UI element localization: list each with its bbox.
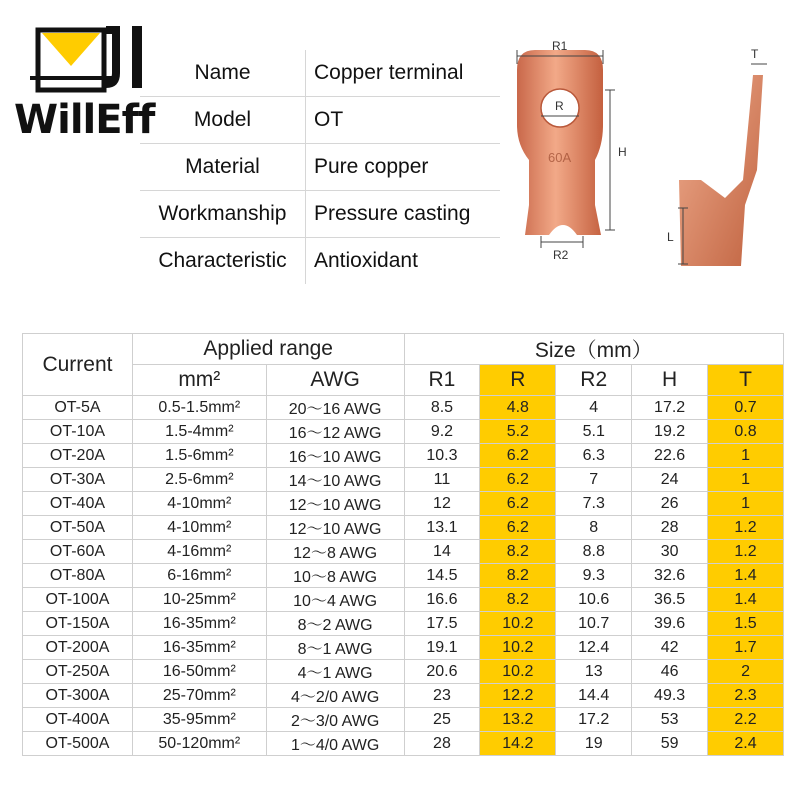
header-r: R bbox=[480, 365, 556, 396]
table-row bbox=[23, 660, 784, 684]
spec-value: Copper terminal bbox=[314, 61, 464, 84]
cell-r2: 6.3 bbox=[556, 444, 632, 468]
cell-current: OT-250A bbox=[23, 660, 133, 684]
cell-r1: 16.6 bbox=[404, 588, 480, 612]
spec-label: Workmanship bbox=[140, 191, 306, 237]
cell-t: 0.8 bbox=[708, 420, 784, 444]
cell-awg: 4～2/0 AWG bbox=[266, 684, 404, 708]
spec-value: Antioxidant bbox=[314, 249, 418, 272]
table-row bbox=[23, 540, 784, 564]
cell-r2: 7.3 bbox=[556, 492, 632, 516]
cell-t: 2.2 bbox=[708, 708, 784, 732]
cell-r2: 9.3 bbox=[556, 564, 632, 588]
cell-r: 14.2 bbox=[480, 732, 556, 756]
cell-mm2: 4-16mm² bbox=[132, 540, 266, 564]
terminal-stamp: 60A bbox=[548, 150, 572, 165]
cell-r1: 14.5 bbox=[404, 564, 480, 588]
cell-current: OT-500A bbox=[23, 732, 133, 756]
cell-t: 2.4 bbox=[708, 732, 784, 756]
dim-t-label: T bbox=[751, 47, 759, 61]
cell-awg: 10～8 AWG bbox=[266, 564, 404, 588]
cell-t: 1.7 bbox=[708, 636, 784, 660]
table-row bbox=[23, 396, 784, 420]
terminal-side-icon bbox=[679, 75, 763, 266]
cell-mm2: 4-10mm² bbox=[132, 492, 266, 516]
cell-h: 59 bbox=[632, 732, 708, 756]
header-r2: R2 bbox=[556, 365, 632, 396]
terminal-front-icon bbox=[517, 50, 603, 235]
cell-current: OT-20A bbox=[23, 444, 133, 468]
cell-awg: 14～10 AWG bbox=[266, 468, 404, 492]
cell-awg: 1～4/0 AWG bbox=[266, 732, 404, 756]
header-current: Current bbox=[23, 334, 133, 396]
cell-r: 10.2 bbox=[480, 612, 556, 636]
cell-h: 39.6 bbox=[632, 612, 708, 636]
cell-awg: 12～10 AWG bbox=[266, 516, 404, 540]
cell-awg: 16～10 AWG bbox=[266, 444, 404, 468]
terminal-diagram bbox=[505, 30, 795, 280]
cell-awg: 8～2 AWG bbox=[266, 612, 404, 636]
cell-current: OT-100A bbox=[23, 588, 133, 612]
cell-h: 28 bbox=[632, 516, 708, 540]
brand-name: WillEff bbox=[14, 97, 155, 143]
cell-t: 1 bbox=[708, 468, 784, 492]
cell-r: 10.2 bbox=[480, 636, 556, 660]
cell-mm2: 1.5-4mm² bbox=[132, 420, 266, 444]
cell-current: OT-300A bbox=[23, 684, 133, 708]
cell-mm2: 16-35mm² bbox=[132, 612, 266, 636]
cell-mm2: 25-70mm² bbox=[132, 684, 266, 708]
cell-r1: 13.1 bbox=[404, 516, 480, 540]
spec-label: Name bbox=[140, 50, 306, 96]
cell-r1: 23 bbox=[404, 684, 480, 708]
cell-r: 13.2 bbox=[480, 708, 556, 732]
cell-current: OT-400A bbox=[23, 708, 133, 732]
spec-value: OT bbox=[314, 108, 344, 131]
cell-r1: 25 bbox=[404, 708, 480, 732]
cell-current: OT-30A bbox=[23, 468, 133, 492]
size-table-body bbox=[23, 396, 784, 756]
cell-r1: 17.5 bbox=[404, 612, 480, 636]
header-r1: R1 bbox=[404, 365, 480, 396]
cell-current: OT-60A bbox=[23, 540, 133, 564]
cell-awg: 2～3/0 AWG bbox=[266, 708, 404, 732]
cell-t: 1.4 bbox=[708, 564, 784, 588]
spec-table bbox=[140, 50, 500, 284]
table-row bbox=[23, 732, 784, 756]
cell-h: 26 bbox=[632, 492, 708, 516]
cell-t: 2 bbox=[708, 660, 784, 684]
cell-r: 5.2 bbox=[480, 420, 556, 444]
spec-label: Characteristic bbox=[140, 238, 306, 284]
cell-h: 17.2 bbox=[632, 396, 708, 420]
spec-row bbox=[140, 144, 500, 191]
cell-t: 1.2 bbox=[708, 540, 784, 564]
cell-r: 12.2 bbox=[480, 684, 556, 708]
cell-awg: 20～16 AWG bbox=[266, 396, 404, 420]
table-row bbox=[23, 444, 784, 468]
spec-label: Material bbox=[140, 144, 306, 190]
cell-r: 6.2 bbox=[480, 516, 556, 540]
table-row bbox=[23, 468, 784, 492]
cell-r: 8.2 bbox=[480, 540, 556, 564]
cell-r2: 10.7 bbox=[556, 612, 632, 636]
spec-row bbox=[140, 97, 500, 144]
cell-r1: 28 bbox=[404, 732, 480, 756]
cell-current: OT-5A bbox=[23, 396, 133, 420]
cell-r: 4.8 bbox=[480, 396, 556, 420]
spec-row bbox=[140, 50, 500, 97]
cell-mm2: 1.5-6mm² bbox=[132, 444, 266, 468]
table-row bbox=[23, 636, 784, 660]
dim-r1-label: R1 bbox=[552, 39, 568, 53]
cell-r: 6.2 bbox=[480, 468, 556, 492]
dim-r2-label: R2 bbox=[553, 248, 569, 262]
cell-h: 36.5 bbox=[632, 588, 708, 612]
cell-awg: 4～1 AWG bbox=[266, 660, 404, 684]
cell-mm2: 4-10mm² bbox=[132, 516, 266, 540]
cell-r2: 12.4 bbox=[556, 636, 632, 660]
spec-row bbox=[140, 238, 500, 284]
cell-h: 30 bbox=[632, 540, 708, 564]
cell-r2: 8 bbox=[556, 516, 632, 540]
cell-r2: 5.1 bbox=[556, 420, 632, 444]
cell-r2: 8.8 bbox=[556, 540, 632, 564]
cell-r2: 7 bbox=[556, 468, 632, 492]
cell-awg: 8～1 AWG bbox=[266, 636, 404, 660]
cell-r1: 12 bbox=[404, 492, 480, 516]
spec-value: Pressure casting bbox=[314, 202, 471, 225]
cell-mm2: 10-25mm² bbox=[132, 588, 266, 612]
spec-label: Model bbox=[140, 97, 306, 143]
cell-current: OT-50A bbox=[23, 516, 133, 540]
cell-h: 22.6 bbox=[632, 444, 708, 468]
cell-mm2: 0.5-1.5mm² bbox=[132, 396, 266, 420]
cell-h: 19.2 bbox=[632, 420, 708, 444]
dim-l-label: L bbox=[667, 230, 674, 244]
cell-h: 53 bbox=[632, 708, 708, 732]
cell-current: OT-80A bbox=[23, 564, 133, 588]
cell-mm2: 6-16mm² bbox=[132, 564, 266, 588]
cell-r1: 11 bbox=[404, 468, 480, 492]
spec-row bbox=[140, 191, 500, 238]
cell-mm2: 35-95mm² bbox=[132, 708, 266, 732]
cell-r2: 17.2 bbox=[556, 708, 632, 732]
cell-r2: 19 bbox=[556, 732, 632, 756]
table-row bbox=[23, 612, 784, 636]
table-row bbox=[23, 564, 784, 588]
header-t: T bbox=[708, 365, 784, 396]
cell-r: 6.2 bbox=[480, 444, 556, 468]
cell-mm2: 50-120mm² bbox=[132, 732, 266, 756]
table-row bbox=[23, 420, 784, 444]
cell-current: OT-200A bbox=[23, 636, 133, 660]
cell-r: 8.2 bbox=[480, 564, 556, 588]
cell-awg: 16～12 AWG bbox=[266, 420, 404, 444]
cell-r: 6.2 bbox=[480, 492, 556, 516]
cell-t: 1 bbox=[708, 492, 784, 516]
cell-t: 1.2 bbox=[708, 516, 784, 540]
cell-t: 1.5 bbox=[708, 612, 784, 636]
table-row bbox=[23, 684, 784, 708]
header-size: Size（mm） bbox=[404, 334, 784, 365]
spec-value: Pure copper bbox=[314, 155, 429, 178]
cell-r1: 19.1 bbox=[404, 636, 480, 660]
dim-h-label: H bbox=[618, 145, 627, 159]
table-row bbox=[23, 492, 784, 516]
cell-h: 24 bbox=[632, 468, 708, 492]
cell-h: 49.3 bbox=[632, 684, 708, 708]
cell-awg: 12～10 AWG bbox=[266, 492, 404, 516]
cell-t: 1.4 bbox=[708, 588, 784, 612]
cell-r2: 4 bbox=[556, 396, 632, 420]
header-mm2: mm² bbox=[132, 365, 266, 396]
cell-r1: 20.6 bbox=[404, 660, 480, 684]
cell-h: 42 bbox=[632, 636, 708, 660]
cell-current: OT-10A bbox=[23, 420, 133, 444]
cell-awg: 10～4 AWG bbox=[266, 588, 404, 612]
header-h: H bbox=[632, 365, 708, 396]
cell-awg: 12～8 AWG bbox=[266, 540, 404, 564]
cell-mm2: 16-50mm² bbox=[132, 660, 266, 684]
cell-t: 0.7 bbox=[708, 396, 784, 420]
cell-mm2: 2.5-6mm² bbox=[132, 468, 266, 492]
table-row bbox=[23, 588, 784, 612]
cell-mm2: 16-35mm² bbox=[132, 636, 266, 660]
table-row bbox=[23, 708, 784, 732]
header-awg: AWG bbox=[266, 365, 404, 396]
cell-r: 8.2 bbox=[480, 588, 556, 612]
cell-r: 10.2 bbox=[480, 660, 556, 684]
cell-r1: 14 bbox=[404, 540, 480, 564]
cell-h: 32.6 bbox=[632, 564, 708, 588]
dim-r-label: R bbox=[555, 99, 564, 113]
cell-r2: 13 bbox=[556, 660, 632, 684]
cell-t: 2.3 bbox=[708, 684, 784, 708]
cell-r2: 14.4 bbox=[556, 684, 632, 708]
cell-r1: 10.3 bbox=[404, 444, 480, 468]
cell-t: 1 bbox=[708, 444, 784, 468]
table-row bbox=[23, 516, 784, 540]
cell-h: 46 bbox=[632, 660, 708, 684]
cell-r1: 8.5 bbox=[404, 396, 480, 420]
cell-r1: 9.2 bbox=[404, 420, 480, 444]
header-applied-range: Applied range bbox=[132, 334, 404, 365]
cell-current: OT-40A bbox=[23, 492, 133, 516]
cell-r2: 10.6 bbox=[556, 588, 632, 612]
size-table bbox=[22, 333, 784, 756]
cell-current: OT-150A bbox=[23, 612, 133, 636]
